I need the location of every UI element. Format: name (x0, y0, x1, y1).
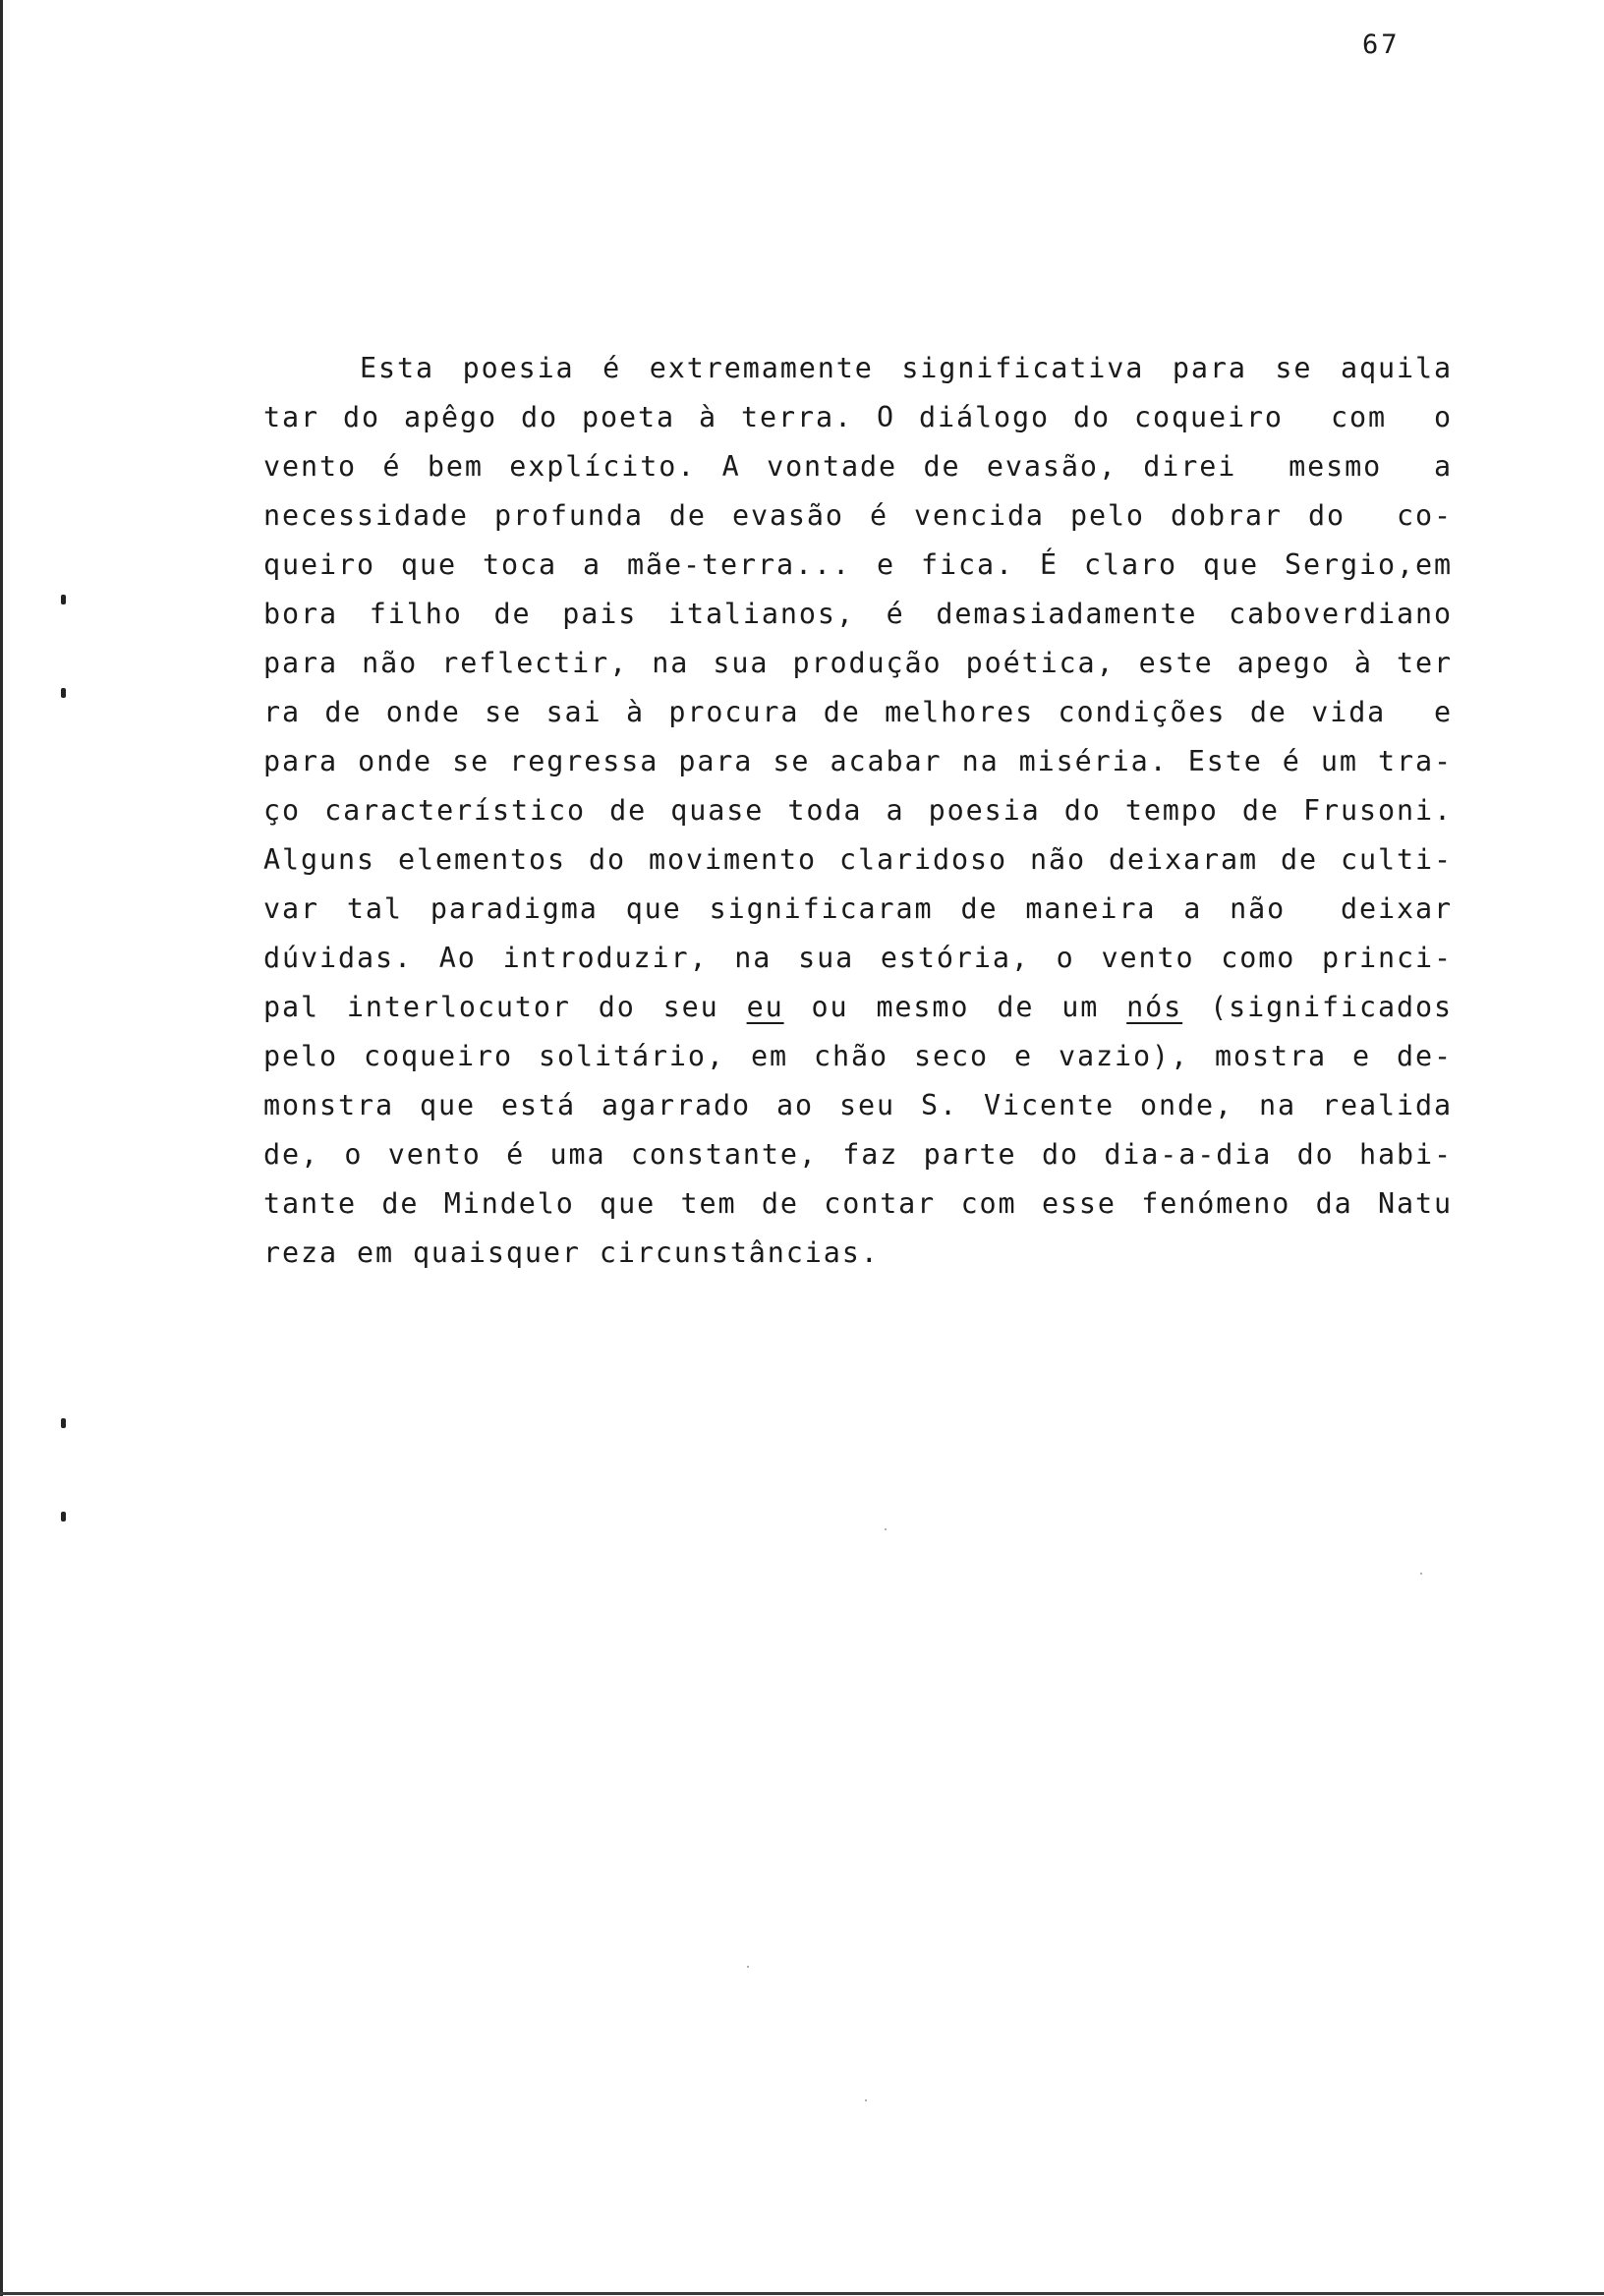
text-line: reza em quaisquer circunstâncias. (263, 1236, 880, 1269)
text-line: necessidade profunda de evasão é vencida pelo dobrar do co- (263, 499, 1453, 532)
text-line: dúvidas. Ao introduzir, na sua estória, o vento como princi- (263, 942, 1453, 974)
text-line: Alguns elementos do movimento claridoso não deixaram de culti- (263, 843, 1453, 876)
page-number: 67 (1362, 29, 1401, 60)
text-fragment: (significados (1182, 991, 1453, 1023)
underlined-word-nos: nós (1126, 991, 1183, 1023)
body-paragraph (263, 344, 1453, 1278)
binder-hole-mark (61, 1512, 66, 1521)
scan-speck (1420, 1573, 1422, 1575)
scan-left-border (0, 0, 3, 2296)
scan-speck (885, 1528, 887, 1530)
text-fragment: pal interlocutor do seu (263, 991, 747, 1023)
underlined-word-eu: eu (746, 991, 784, 1023)
text-line (263, 983, 1453, 1032)
text-line: tar do apêgo do poeta à terra. O diálogo do coqueiro com o (263, 401, 1453, 433)
text-line: tante de Mindelo que tem de contar com esse fenómeno da Natu (263, 1187, 1453, 1220)
text-line: ço característico de quase toda a poesia do tempo de Frusoni. (263, 794, 1453, 827)
scan-bottom-border (0, 2292, 1604, 2295)
text-line: ra de onde se sai à procura de melhores condições de vida e (263, 696, 1453, 728)
text-line: Esta poesia é extremamente significativa para se aquila (360, 352, 1453, 384)
scan-speck (747, 1966, 749, 1968)
text-line: vento é bem explícito. A vontade de evasão, direi mesmo a (263, 450, 1453, 483)
text-line: monstra que está agarrado ao seu S. Vicente onde, na realida (263, 1089, 1453, 1121)
text-line: bora filho de pais italianos, é demasiadamente caboverdiano (263, 598, 1453, 630)
text-line: pelo coqueiro solitário, em chão seco e vazio), mostra e de- (263, 1040, 1453, 1072)
binder-hole-mark (61, 688, 66, 698)
text-line: queiro que toca a mãe-terra... e fica. É claro que Sergio,em (263, 548, 1453, 581)
binder-hole-mark (61, 595, 66, 604)
text-line: para onde se regressa para se acabar na miséria. Este é um tra- (263, 745, 1453, 777)
binder-hole-mark (61, 1418, 66, 1428)
scan-speck (865, 2099, 867, 2101)
text-line: var tal paradigma que significaram de maneira a não deixar (263, 892, 1453, 925)
text-fragment: ou mesmo de um (783, 991, 1127, 1023)
text-line: para não reflectir, na sua produção poética, este apego à ter (263, 647, 1453, 679)
text-line: de, o vento é uma constante, faz parte do dia-a-dia do habi- (263, 1138, 1453, 1171)
